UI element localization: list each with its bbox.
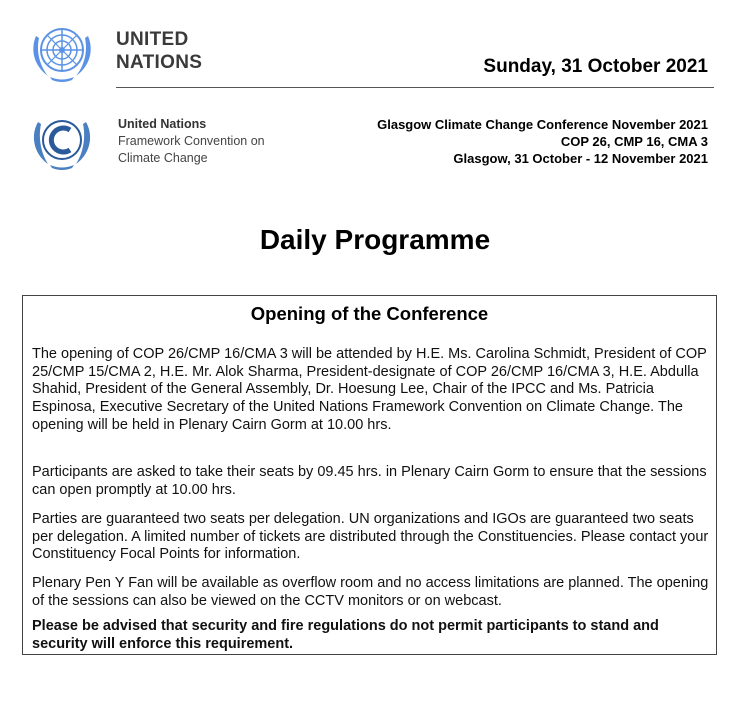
conference-name: Glasgow Climate Change Conference November 2021	[377, 117, 708, 132]
paragraph-security-notice: Please be advised that security and fire regulations do not permit participants to stand and security will enforce this requirement.	[32, 618, 659, 652]
opening-notice-box	[22, 295, 717, 655]
paragraph-overflow-room: Plenary Pen Y Fan will be available as overflow room and no access limitations are planned. The opening of the sessions can also be viewed on the CCTV monitors or on webcast.	[32, 575, 709, 609]
un-wordmark-line2: NATIONS	[116, 52, 203, 73]
un-wordmark	[116, 28, 202, 74]
unfccc-line3: Climate Change	[118, 151, 208, 165]
page-title: Daily Programme	[259, 224, 491, 255]
conference-sessions: COP 26, CMP 16, CMA 3	[560, 134, 708, 149]
paragraph-seating-time: Participants are asked to take their seats by 09.45 hrs. in Plenary Cairn Gorm to ensure that the sessions can open promptly at 10.00 hrs.	[32, 464, 707, 498]
header-divider	[116, 87, 714, 88]
unfccc-wordmark	[118, 116, 265, 167]
box-heading: Opening of the Conference	[250, 303, 489, 324]
un-emblem-icon	[26, 20, 98, 84]
document-date: Sunday, 31 October 2021	[483, 56, 708, 77]
conference-info	[377, 116, 708, 167]
conference-location-dates: Glasgow, 31 October - 12 November 2021	[453, 151, 708, 166]
unfccc-logo-icon	[26, 108, 98, 172]
unfccc-line1: United Nations	[118, 117, 207, 131]
paragraph-seat-allocation: Parties are guaranteed two seats per delegation. UN organizations and IGOs are guaranteed two seats per delegation. A limited number of tickets are distributed through the Constituencies. Please contact your Constituency Focal Points for information.	[32, 511, 709, 563]
un-wordmark-line1: UNITED	[116, 29, 189, 50]
unfccc-line2: Framework Convention on	[118, 134, 265, 148]
paragraph-attendees: The opening of COP 26/CMP 16/CMA 3 will be attended by H.E. Ms. Carolina Schmidt, President of COP 25/CMP 15/CMA 2, H.E. Mr. Alok Sharma, President-designate of COP 26/CMP 16/CMA 3, H.E. Abdulla Shahid, President of the General Assembly, Dr. Hoesung Lee, Chair of the IPCC and Ms. Patricia Espinosa, Executive Secretary of the United Nations Framework Convention on Climate Change. The opening will be held in Plenary Cairn Gorm at 10.00 hrs.	[32, 346, 707, 433]
